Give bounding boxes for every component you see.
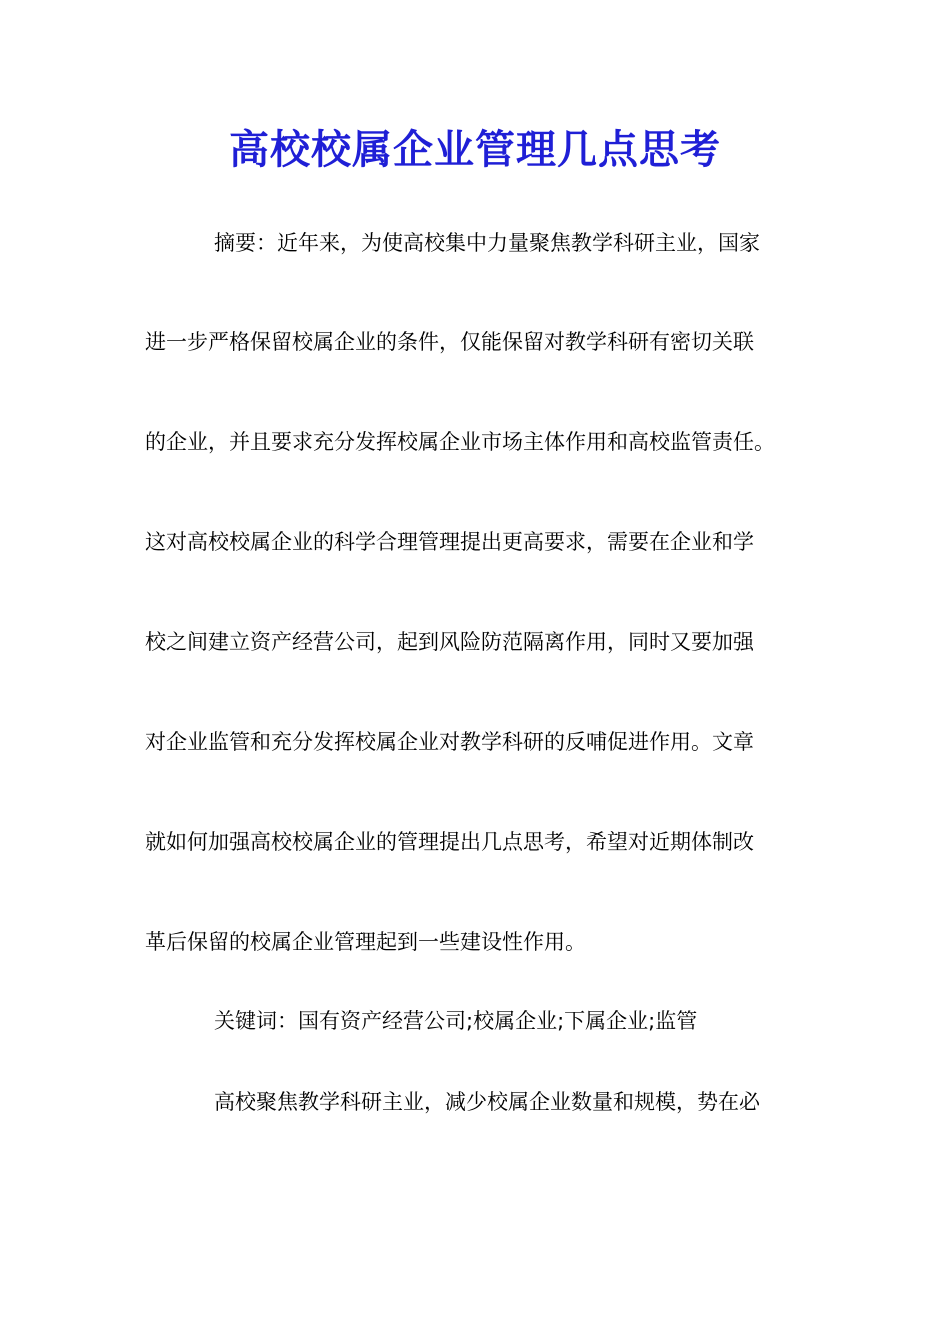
abstract-line-7: 就如何加强高校校属企业的管理提出几点思考，希望对近期体制改: [145, 830, 754, 854]
keywords-line: 关键词：国有资产经营公司;校属企业;下属企业;监管: [214, 1009, 698, 1033]
abstract-line-1: 摘要：近年来，为使高校集中力量聚焦教学科研主业，国家: [214, 231, 760, 255]
body-line-1: 高校聚焦教学科研主业，减少校属企业数量和规模，势在必: [214, 1090, 760, 1114]
abstract-line-3: 的企业，并且要求充分发挥校属企业市场主体作用和高校监管责任。: [145, 430, 775, 454]
abstract-line-6: 对企业监管和充分发挥校属企业对教学科研的反哺促进作用。文章: [145, 730, 754, 754]
abstract-line-4: 这对高校校属企业的科学合理管理提出更高要求，需要在企业和学: [145, 530, 754, 554]
document-title: 高校校属企业管理几点思考: [229, 126, 721, 173]
abstract-line-8: 革后保留的校属企业管理起到一些建设性作用。: [145, 930, 586, 954]
abstract-line-2: 进一步严格保留校属企业的条件，仅能保留对教学科研有密切关联: [145, 330, 754, 354]
abstract-line-5: 校之间建立资产经营公司，起到风险防范隔离作用，同时又要加强: [145, 630, 754, 654]
